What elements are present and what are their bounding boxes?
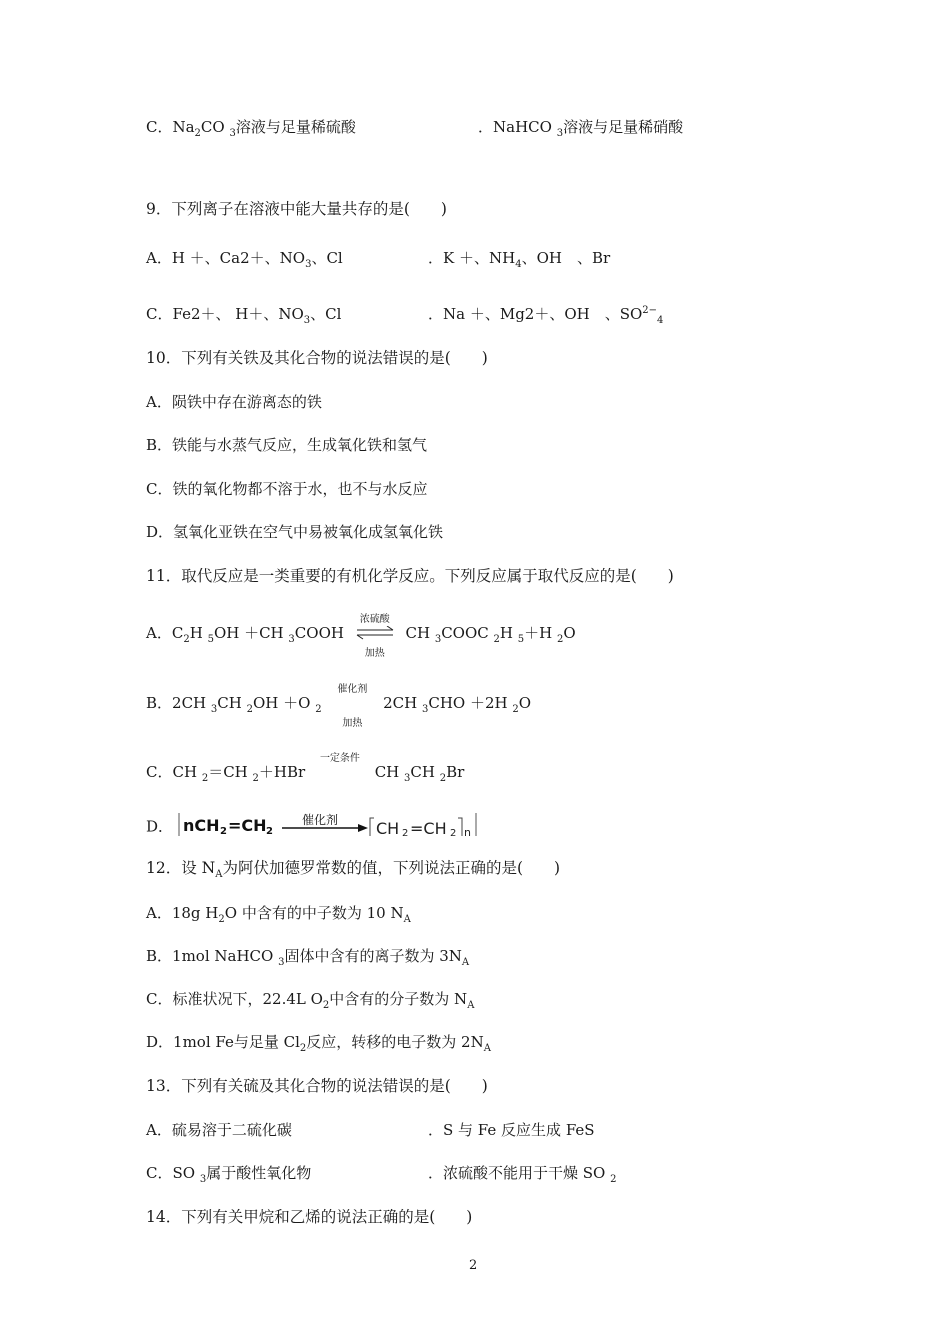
reversible-arrow: 浓硫酸 加热 <box>353 624 397 644</box>
catalyst-label: 催化剂 <box>301 813 338 827</box>
q11-option-b: B．2CH $_3$CH $_2$OH ＋O $_2$ 催化剂 加热 2CH $_3$CHO ＋2H $_2$O <box>146 684 532 729</box>
q10-option-b: B．铁能与水蒸气反应，生成氧化铁和氢气 <box>146 436 428 454</box>
q9-option-d: ．Na ＋、Mg2＋、OH 、$SO^{2-}_4$ <box>428 305 664 326</box>
q13-stem: 13．下列有关硫及其化合物的说法错误的是( ) <box>146 1077 488 1095</box>
q13-option-c: C．SO $_3$属于酸性氧化物 <box>146 1164 312 1185</box>
q8-options-cd <box>146 117 684 139</box>
q8-option-c: C．$Na_2CO$ $_3$溶液与足量稀硫酸 <box>146 118 356 139</box>
q13-options-cd <box>146 1163 617 1185</box>
q11-stem: 11．取代反应是一类重要的有机化学反应。下列反应属于取代反应的是( ) <box>146 567 674 585</box>
reaction-arrow: 一定条件 <box>319 753 360 764</box>
svg-text:nCH: nCH <box>182 816 220 835</box>
q11-option-a: A．$C_2H$ $_5$OH ＋CH $_3$COOH 浓硫酸 加热 CH $_3$COOC $_2$H $_5$＋H $_2$O <box>146 614 576 659</box>
q10-option-d: D．氢氧化亚铁在空气中易被氧化成氢氧化铁 <box>146 523 444 541</box>
polymerization-equation-image <box>178 812 488 843</box>
q13-option-d: ．浓硫酸不能用于干燥 SO $_2$ <box>428 1164 617 1185</box>
page-number: 2 <box>469 1258 478 1273</box>
svg-text:CH: CH <box>375 819 400 838</box>
q13-option-a: A．硫易溶于二硫化碳 <box>146 1121 292 1139</box>
q9-option-c: C．Fe2＋、 H＋、$NO_3$、Cl <box>146 305 342 326</box>
q14-stem: 14．下列有关甲烷和乙烯的说法正确的是( ) <box>146 1208 473 1226</box>
q9-options-ab <box>146 248 611 270</box>
svg-text:2: 2 <box>449 828 457 838</box>
q12-option-a: A．18g $H_2O$ 中含有的中子数为 10 $N_A$ <box>146 904 411 925</box>
svg-text:=CH: =CH <box>227 816 267 835</box>
q12-option-d: D．1mol Fe与足量 $Cl_2$反应，转移的电子数为 $2N_A$ <box>146 1033 491 1054</box>
q12-option-c: C．标准状况下，22.4L $O_2$中含有的分子数为 $N_A$ <box>146 990 475 1011</box>
q11-option-d: D． nCH 2 =CH 2 催化剂 CH 2 =CH 2 n <box>146 812 488 843</box>
q8-option-d: ．NaHCO $_3$溶液与足量稀硝酸 <box>478 118 684 139</box>
q10-stem: 10．下列有关铁及其化合物的说法错误的是( ) <box>146 349 488 367</box>
q9-options-cd <box>146 304 664 326</box>
svg-text:=CH: =CH <box>409 819 447 838</box>
q12-stem: 12．设 $N_A$为阿伏加德罗常数的值，下列说法正确的是( ) <box>146 859 561 881</box>
svg-text:2: 2 <box>265 826 273 837</box>
svg-text:2: 2 <box>219 826 227 837</box>
q10-option-c: C．铁的氧化物都不溶于水，也不与水反应 <box>146 480 428 498</box>
reaction-arrow: 催化剂 加热 <box>337 684 368 729</box>
svg-text:2: 2 <box>401 828 409 838</box>
svg-text:n: n <box>463 826 471 838</box>
q9-option-b: ．K ＋、$NH_4$、OH 、Br <box>428 249 611 270</box>
q9-option-a: A．H ＋、Ca2＋、$NO_3$、Cl <box>146 249 343 270</box>
q9-stem: 9．下列离子在溶液中能大量共存的是( ) <box>146 200 447 218</box>
q11-option-c: C．CH $_2$＝CH $_2$＋HBr 一定条件 CH $_3$CH $_2$Br <box>146 753 465 784</box>
q13-option-b: ．S 与 Fe 反应生成 FeS <box>428 1121 595 1139</box>
q10-option-a: A．陨铁中存在游离态的铁 <box>146 393 322 411</box>
q12-option-b: B．1mol NaHCO $_3$固体中含有的离子数为 $3N_A$ <box>146 947 470 968</box>
q13-options-ab <box>146 1120 595 1140</box>
